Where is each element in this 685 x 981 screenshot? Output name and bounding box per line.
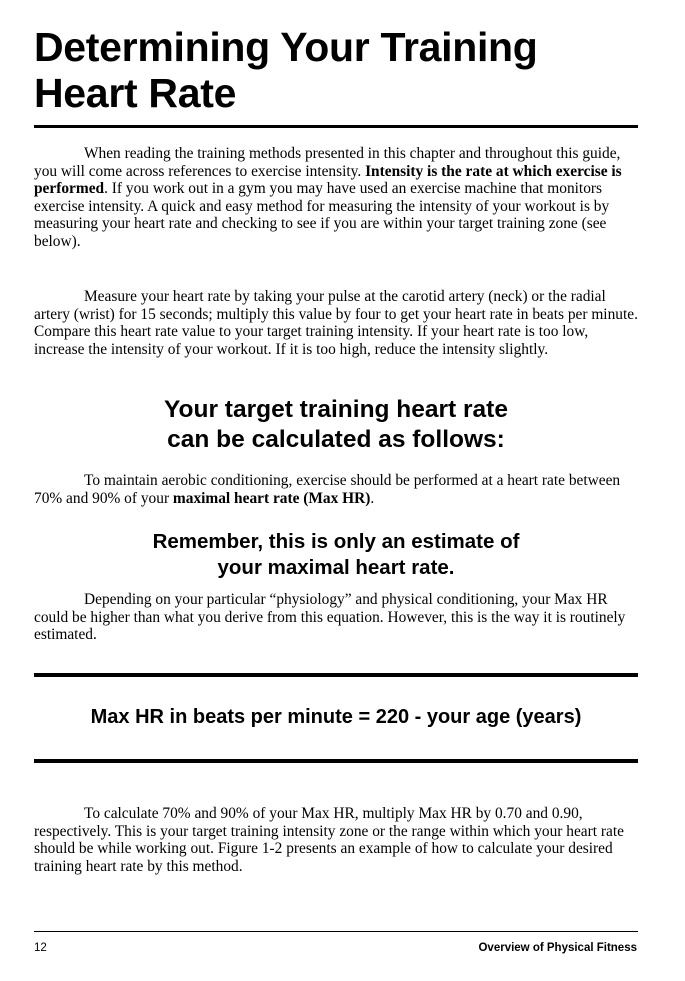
calculate-text: To calculate 70% and 90% of your Max HR, multiply Max HR by 0.70 and 0.90, respectively. This is your target training intensity zone or the range within which your heart rate should be while working out. Figure 1-2 presents an example of how to calculate your desired training heart rate by this method. bbox=[34, 805, 624, 875]
aerobic-text-2: . bbox=[370, 489, 375, 507]
measure-paragraph bbox=[34, 288, 640, 358]
aerobic-text-1: To maintain aerobic conditioning, exercise should be performed at a heart rate between 70% and 90% of your bbox=[34, 472, 621, 507]
remember-heading-line-1: Remember, this is only an estimate of bbox=[152, 530, 520, 553]
footer-divider bbox=[34, 931, 638, 932]
max-hr-term: maximal heart rate (Max HR) bbox=[172, 489, 371, 507]
target-heading-line-2: can be calculated as follows: bbox=[167, 426, 505, 453]
formula-top-divider bbox=[34, 673, 638, 677]
max-hr-formula: Max HR in beats per minute = 220 - your age (years) bbox=[90, 706, 582, 728]
formula-bottom-divider bbox=[34, 759, 638, 763]
title-divider bbox=[34, 125, 638, 128]
page-title bbox=[34, 24, 674, 116]
page-title-line-2: Heart Rate bbox=[34, 70, 237, 116]
measure-text: Measure your heart rate by taking your pulse at the carotid artery (neck) or the radial artery (wrist) for 15 seconds; multiply this value by four to get your heart rate in beats per minute. Compare this heart rate value to your target training intensity. If your heart rate is too low, increase the intensity of your workout. If it is too high, reduce the intensity slightly. bbox=[34, 288, 638, 358]
intro-text-1: When reading the training methods presented in this chapter and throughout this guide, you will come across references to exercise intensity. bbox=[34, 145, 621, 180]
physiology-text: Depending on your particular “physiology” and physical conditioning, your Max HR could be higher than what you derive from this equation. However, this is the way it is routinely estimated. bbox=[34, 591, 626, 644]
remember-heading-line-2: your maximal heart rate. bbox=[217, 556, 455, 579]
calculate-paragraph bbox=[34, 805, 640, 875]
remember-heading bbox=[34, 529, 638, 581]
aerobic-paragraph bbox=[34, 472, 640, 507]
target-heading bbox=[34, 395, 638, 455]
intro-text-2: . If you work out in a gym you may have used an exercise machine that monitors exercise intensity. A quick and easy method for measuring the intensity of your workout is by measuring your heart rate and checking to see if you are within your target training zone (see below). bbox=[34, 180, 610, 250]
intensity-definition: Intensity is the rate at which exercise is performed bbox=[34, 162, 622, 198]
intro-paragraph bbox=[34, 145, 640, 251]
page-number: 12 bbox=[34, 942, 47, 954]
page-title-line-1: Determining Your Training bbox=[34, 24, 538, 70]
physiology-paragraph bbox=[34, 591, 640, 644]
section-title: Overview of Physical Fitness bbox=[478, 942, 637, 954]
target-heading-line-1: Your target training heart rate bbox=[164, 396, 508, 423]
